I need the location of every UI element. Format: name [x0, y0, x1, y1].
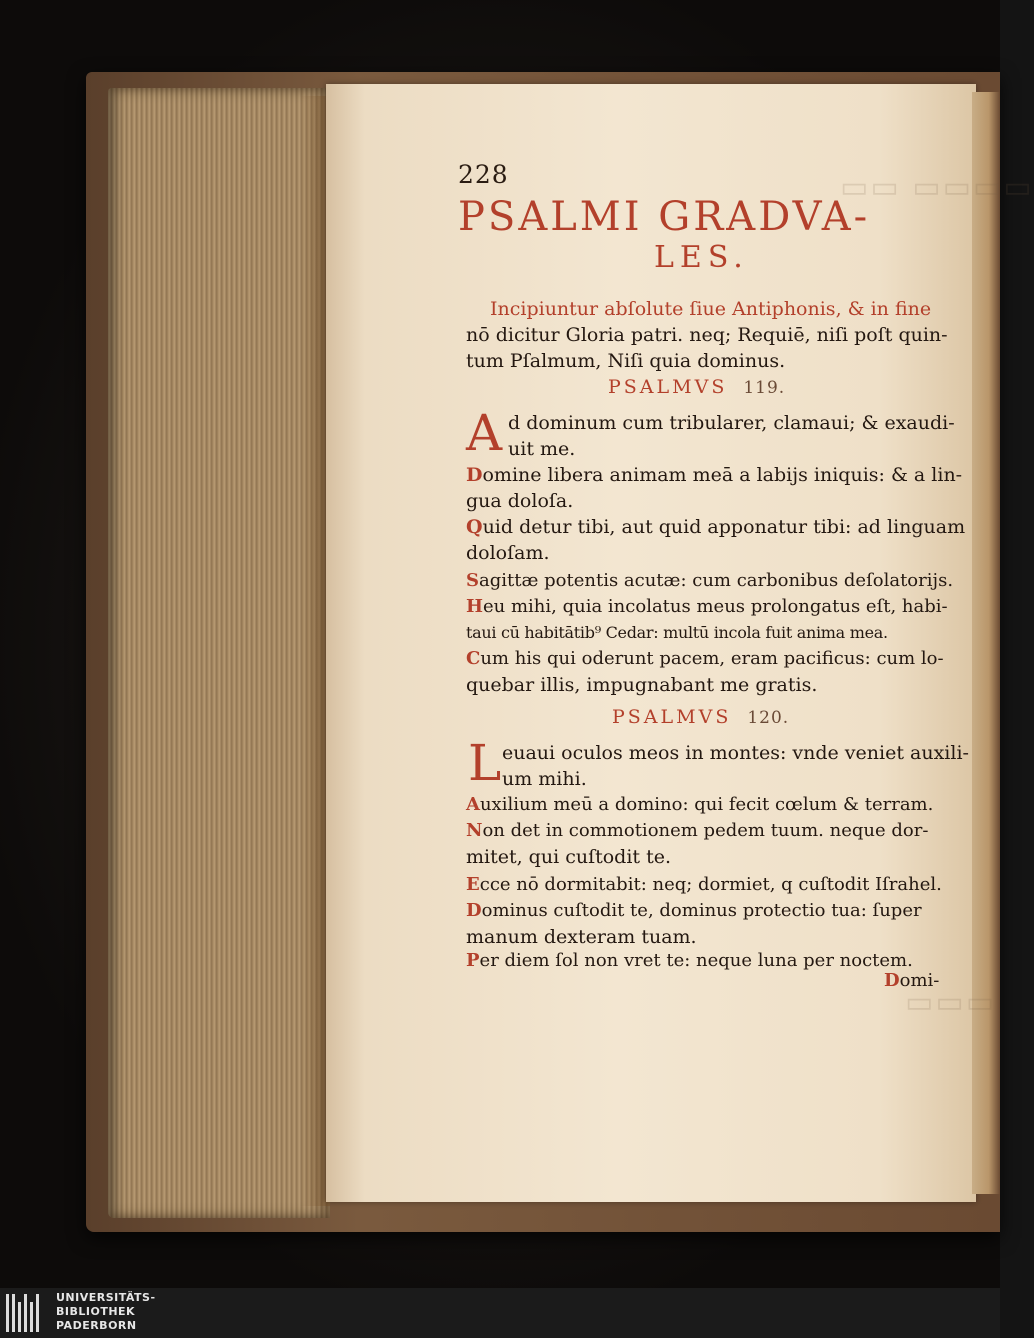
page-block-edges: [108, 88, 330, 1218]
page-number: 228: [458, 160, 509, 189]
show-through: ▭▭ ▭▭▭▭: [840, 170, 1034, 205]
drop-capital: L: [468, 734, 502, 792]
library-logo-line: UNIVERSITÄTS-: [56, 1291, 156, 1304]
verse-line: manum dexteram tuam.: [466, 926, 697, 948]
verse-text: omine libera animam meā a labijs iniquis: & a lin-: [482, 464, 963, 486]
verse-initial: P: [466, 950, 480, 971]
rubric-line-1: Incipiuntur abſolute ſiue Antiphonis, & in fine: [490, 298, 932, 320]
rubric-line-2: nō dicitur Gloria patri. neq; Requiē, niſi poſt quin-: [466, 324, 948, 346]
library-footer: [0, 1288, 1000, 1338]
verse-line: [466, 872, 952, 898]
psalm-number: 119.: [743, 378, 786, 398]
verse-text: ominus cuſtodit te, dominus protectio tua: ſuper: [481, 900, 922, 921]
verse-line: [466, 462, 963, 488]
verse-text: er diem ſol non vret te: neque luna per noctem.: [479, 950, 913, 971]
verse-line: [466, 568, 952, 594]
verse-line: [466, 948, 952, 974]
library-logo-icon: [6, 1294, 42, 1332]
drop-capital: A: [466, 404, 503, 462]
verse-line: taui cū habitātib⁹ Cedar: multū incola fuit anima mea.: [466, 623, 888, 642]
verse-text: uxilium meū a domino: qui fecit cœlum & terram.: [479, 794, 934, 815]
library-logo-line: BIBLIOTHEK: [56, 1305, 136, 1318]
verse-initial: S: [466, 570, 479, 591]
verse-line: [466, 818, 952, 844]
verse-initial: H: [466, 596, 484, 617]
verse-initial: A: [466, 794, 480, 815]
show-through: ▭▭▭: [905, 985, 997, 1020]
verse-line: uit me.: [508, 438, 576, 460]
catchword-text: omi-: [899, 970, 940, 991]
psalm-heading-label: PSALMVS: [612, 706, 732, 728]
verse-line: mitet, qui cuſtodit te.: [466, 846, 672, 868]
verse-initial: Q: [466, 516, 483, 538]
library-logo-line: PADERBORN: [56, 1319, 137, 1332]
title-line-1: PSALMI GRADVA-: [458, 194, 871, 240]
verse-text: on det in commotionem pedem tuum. neque dor-: [482, 820, 929, 841]
verse-text: cce nō dormitabit: neq; dormiet, q cuſtodit Iſrahel.: [479, 874, 942, 895]
title-line-2: LES.: [654, 240, 749, 275]
verse-initial: C: [466, 648, 481, 669]
verse-text: agittæ potentis acutæ: cum carbonibus deſolatorijs.: [479, 570, 954, 591]
catchword: [884, 970, 939, 991]
psalm-120-heading: [612, 706, 789, 728]
verse-line: doloſam.: [466, 542, 550, 564]
catchword-initial: D: [884, 970, 900, 991]
verse-line: d dominum cum tribularer, clamaui; & exaudi-: [508, 412, 955, 434]
verse-line: um mihi.: [502, 768, 587, 790]
library-logo-text: [56, 1291, 156, 1333]
psalm-119-heading: [608, 376, 785, 398]
verse-line: [466, 792, 952, 818]
verse-initial: D: [466, 900, 482, 921]
rubric-line-3: tum Pſalmum, Niſi quia dominus.: [466, 350, 786, 372]
verse-initial: E: [466, 874, 480, 895]
verse-initial: N: [466, 820, 483, 841]
verse-line: euaui oculos meos in montes: vnde veniet auxili-: [502, 742, 969, 764]
verse-line: [466, 646, 952, 672]
verse-text: um his qui oderunt pacem, eram pacificus: cum lo-: [480, 648, 944, 669]
facing-page-edge: [972, 92, 1000, 1194]
verse-text: uid detur tibi, aut quid apponatur tibi: ad linguam: [482, 516, 966, 538]
verse-text: eu mihi, quia incolatus meus prolongatus eſt, habi-: [483, 596, 948, 617]
verse-line: [466, 898, 952, 924]
verse-line: quebar illis, impugnabant me gratis.: [466, 674, 818, 696]
verse-line: [466, 594, 952, 620]
verse-line: [466, 514, 966, 540]
psalm-number: 120.: [747, 708, 790, 728]
verse-initial: D: [466, 464, 483, 486]
verse-line: gua doloſa.: [466, 490, 574, 512]
psalm-heading-label: PSALMVS: [608, 376, 728, 398]
